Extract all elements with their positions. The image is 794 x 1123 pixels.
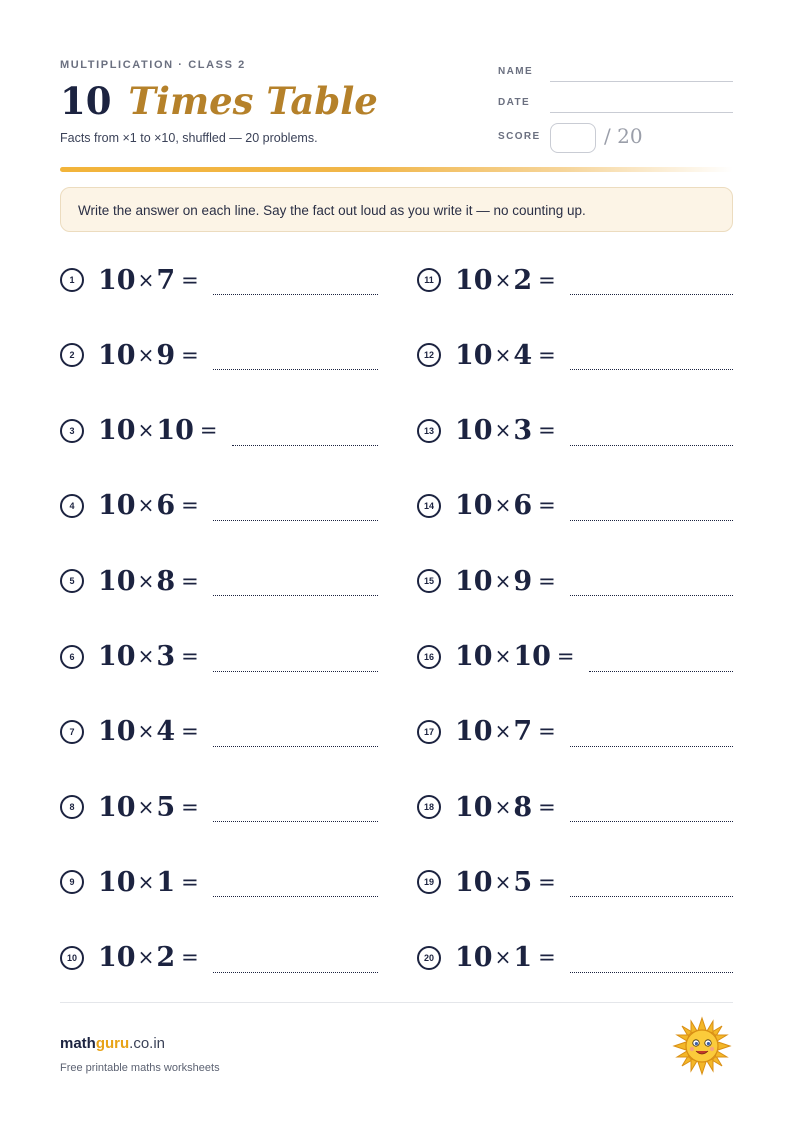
factor-b: 5 — [513, 866, 533, 898]
title-accent: Times Table — [128, 79, 378, 123]
factor-b: 4 — [513, 339, 533, 371]
factor-a: 10 — [455, 866, 493, 898]
factor-b: 9 — [513, 565, 533, 597]
equals-sign: = — [181, 267, 199, 292]
multiply-sign: × — [137, 493, 155, 518]
problem-expression — [455, 415, 556, 446]
factor-a: 10 — [98, 565, 136, 597]
factor-b: 2 — [156, 942, 176, 974]
equals-sign: = — [181, 794, 199, 819]
problem-number: 13 — [417, 419, 441, 443]
problem-expression — [455, 340, 556, 371]
answer-line[interactable] — [213, 671, 378, 672]
answer-line[interactable] — [570, 821, 733, 822]
multiply-sign: × — [494, 945, 512, 970]
date-field[interactable] — [498, 97, 733, 117]
problem-item — [60, 862, 378, 902]
answer-line[interactable] — [589, 671, 733, 672]
equals-sign: = — [538, 945, 556, 970]
factor-a: 10 — [455, 264, 493, 296]
problem-expression — [455, 265, 556, 296]
answer-line[interactable] — [570, 520, 733, 521]
problem-number: 18 — [417, 795, 441, 819]
problem-number: 6 — [60, 645, 84, 669]
problem-item — [60, 787, 378, 827]
problem-number: 8 — [60, 795, 84, 819]
answer-line[interactable] — [213, 294, 378, 295]
factor-b: 7 — [513, 716, 533, 748]
problem-item — [417, 938, 733, 978]
problem-expression — [455, 641, 575, 672]
answer-line[interactable] — [213, 896, 378, 897]
problem-item — [417, 862, 733, 902]
equals-sign: = — [538, 493, 556, 518]
problem-number: 1 — [60, 268, 84, 292]
problem-number: 15 — [417, 569, 441, 593]
problem-item — [417, 335, 733, 375]
instruction-box: Write the answer on each line. Say the fact out loud as you write it — no counting up. — [60, 187, 733, 232]
factor-a: 10 — [98, 866, 136, 898]
brand-tagline: Free printable maths worksheets — [60, 1062, 220, 1074]
multiply-sign: × — [137, 945, 155, 970]
problem-number: 5 — [60, 569, 84, 593]
problem-expression — [98, 340, 199, 371]
multiply-sign: × — [137, 418, 155, 443]
factor-a: 10 — [455, 339, 493, 371]
equals-sign: = — [556, 644, 575, 668]
problem-number: 7 — [60, 720, 84, 744]
brand-end: .co.in — [129, 1035, 166, 1052]
multiply-sign: × — [494, 869, 512, 894]
factor-a: 10 — [98, 264, 136, 296]
multiply-sign: × — [494, 644, 512, 668]
name-label: NAME — [498, 66, 534, 77]
problem-item — [417, 787, 733, 827]
equals-sign: = — [538, 794, 556, 819]
equals-sign: = — [538, 267, 556, 292]
factor-a: 10 — [455, 490, 493, 522]
answer-line[interactable] — [232, 445, 378, 446]
worksheet-kicker: MULTIPLICATION · CLASS 2 — [60, 59, 246, 71]
factor-a: 10 — [455, 565, 493, 597]
date-line[interactable] — [550, 112, 733, 113]
problem-number: 9 — [60, 870, 84, 894]
problem-item — [417, 712, 733, 752]
problem-expression — [98, 942, 199, 973]
header-divider — [60, 167, 733, 172]
answer-line[interactable] — [570, 369, 733, 370]
score-total: / 20 — [604, 124, 643, 148]
answer-line[interactable] — [213, 746, 378, 747]
factor-b: 3 — [513, 415, 533, 447]
problem-item — [417, 260, 733, 300]
problem-expression — [455, 867, 556, 898]
problem-item — [60, 486, 378, 526]
brand-mid: guru — [95, 1035, 130, 1052]
factor-a: 10 — [98, 339, 136, 371]
answer-line[interactable] — [570, 746, 733, 747]
factor-a: 10 — [455, 716, 493, 748]
problem-item — [417, 637, 733, 677]
factor-b: 8 — [513, 791, 533, 823]
problem-number: 11 — [417, 268, 441, 292]
answer-line[interactable] — [213, 595, 378, 596]
answer-line[interactable] — [570, 294, 733, 295]
problem-item — [417, 411, 733, 451]
factor-a: 10 — [98, 415, 136, 447]
problem-expression — [98, 867, 199, 898]
problem-item — [60, 335, 378, 375]
problem-expression — [455, 942, 556, 973]
problem-expression — [98, 716, 199, 747]
factor-a: 10 — [98, 716, 136, 748]
problem-item — [60, 561, 378, 601]
factor-b: 6 — [156, 490, 176, 522]
sun-mascot-icon — [672, 1016, 732, 1076]
factor-b: 2 — [513, 264, 533, 296]
multiply-sign: × — [494, 794, 512, 819]
factor-a: 10 — [455, 641, 493, 672]
factor-b: 9 — [156, 339, 176, 371]
multiply-sign: × — [137, 342, 155, 367]
problem-item — [60, 411, 378, 451]
problem-number: 3 — [60, 419, 84, 443]
problem-number: 2 — [60, 343, 84, 367]
factor-a: 10 — [98, 490, 136, 522]
multiply-sign: × — [137, 794, 155, 819]
problem-number: 10 — [60, 946, 84, 970]
problem-item — [60, 260, 378, 300]
answer-line[interactable] — [570, 445, 733, 446]
equals-sign: = — [181, 719, 199, 744]
equals-sign: = — [181, 644, 199, 668]
answer-line[interactable] — [570, 595, 733, 596]
score-box[interactable] — [550, 123, 596, 153]
answer-line[interactable] — [213, 972, 378, 973]
factor-b: 1 — [513, 942, 533, 974]
worksheet-subtitle: Facts from ×1 to ×10, shuffled — 20 problems. — [60, 131, 318, 145]
problem-expression — [455, 490, 556, 521]
problem-expression — [455, 566, 556, 597]
equals-sign: = — [181, 342, 199, 367]
problem-item — [60, 712, 378, 752]
multiply-sign: × — [494, 418, 512, 443]
factor-b: 7 — [156, 264, 176, 296]
factor-b: 10 — [156, 415, 194, 447]
factor-b: 4 — [156, 716, 176, 748]
problem-item — [417, 561, 733, 601]
multiply-sign: × — [494, 568, 512, 593]
equals-sign: = — [538, 342, 556, 367]
multiply-sign: × — [494, 342, 512, 367]
factor-b: 3 — [156, 641, 176, 672]
worksheet-title — [60, 78, 378, 124]
factor-a: 10 — [98, 641, 136, 672]
factor-b: 6 — [513, 490, 533, 522]
problem-item — [60, 637, 378, 677]
answer-line[interactable] — [213, 520, 378, 521]
equals-sign: = — [181, 945, 199, 970]
multiply-sign: × — [137, 719, 155, 744]
multiply-sign: × — [494, 719, 512, 744]
equals-sign: = — [538, 418, 556, 443]
equals-sign: = — [181, 869, 199, 894]
problem-expression — [98, 792, 199, 823]
answer-line[interactable] — [570, 896, 733, 897]
name-line[interactable] — [550, 81, 733, 82]
factor-b: 10 — [513, 641, 551, 672]
multiply-sign: × — [494, 493, 512, 518]
problem-number: 4 — [60, 494, 84, 518]
equals-sign: = — [538, 568, 556, 593]
problem-number: 16 — [417, 645, 441, 669]
factor-a: 10 — [455, 791, 493, 823]
multiply-sign: × — [137, 869, 155, 894]
answer-line[interactable] — [213, 821, 378, 822]
problem-item — [417, 486, 733, 526]
brand-start: math — [60, 1035, 96, 1052]
problem-number: 12 — [417, 343, 441, 367]
problem-number: 20 — [417, 946, 441, 970]
problem-item — [60, 938, 378, 978]
answer-line[interactable] — [213, 369, 378, 370]
equals-sign: = — [181, 568, 199, 593]
answer-line[interactable] — [570, 972, 733, 973]
factor-a: 10 — [98, 942, 136, 974]
multiply-sign: × — [494, 267, 512, 292]
title-number: 10 — [60, 79, 112, 123]
brand-logo — [60, 1035, 165, 1052]
factor-a: 10 — [455, 942, 493, 974]
multiply-sign: × — [137, 568, 155, 593]
score-label: SCORE — [498, 131, 541, 142]
problem-number: 14 — [417, 494, 441, 518]
multiply-sign: × — [137, 644, 155, 668]
problem-number: 17 — [417, 720, 441, 744]
factor-a: 10 — [455, 415, 493, 447]
equals-sign: = — [538, 869, 556, 894]
footer-divider — [60, 1002, 733, 1003]
problem-number: 19 — [417, 870, 441, 894]
equals-sign: = — [181, 493, 199, 518]
problem-expression — [455, 792, 556, 823]
date-label: DATE — [498, 97, 531, 108]
problem-expression — [98, 415, 218, 446]
name-field[interactable] — [498, 66, 733, 86]
equals-sign: = — [199, 418, 218, 443]
multiply-sign: × — [137, 267, 155, 292]
factor-b: 8 — [156, 565, 176, 597]
factor-a: 10 — [98, 791, 136, 823]
equals-sign: = — [538, 719, 556, 744]
factor-b: 5 — [156, 791, 176, 823]
problem-expression — [98, 490, 199, 521]
problem-expression — [98, 566, 199, 597]
problem-expression — [98, 641, 199, 672]
problem-expression — [455, 716, 556, 747]
problem-expression — [98, 265, 199, 296]
factor-b: 1 — [156, 866, 176, 898]
